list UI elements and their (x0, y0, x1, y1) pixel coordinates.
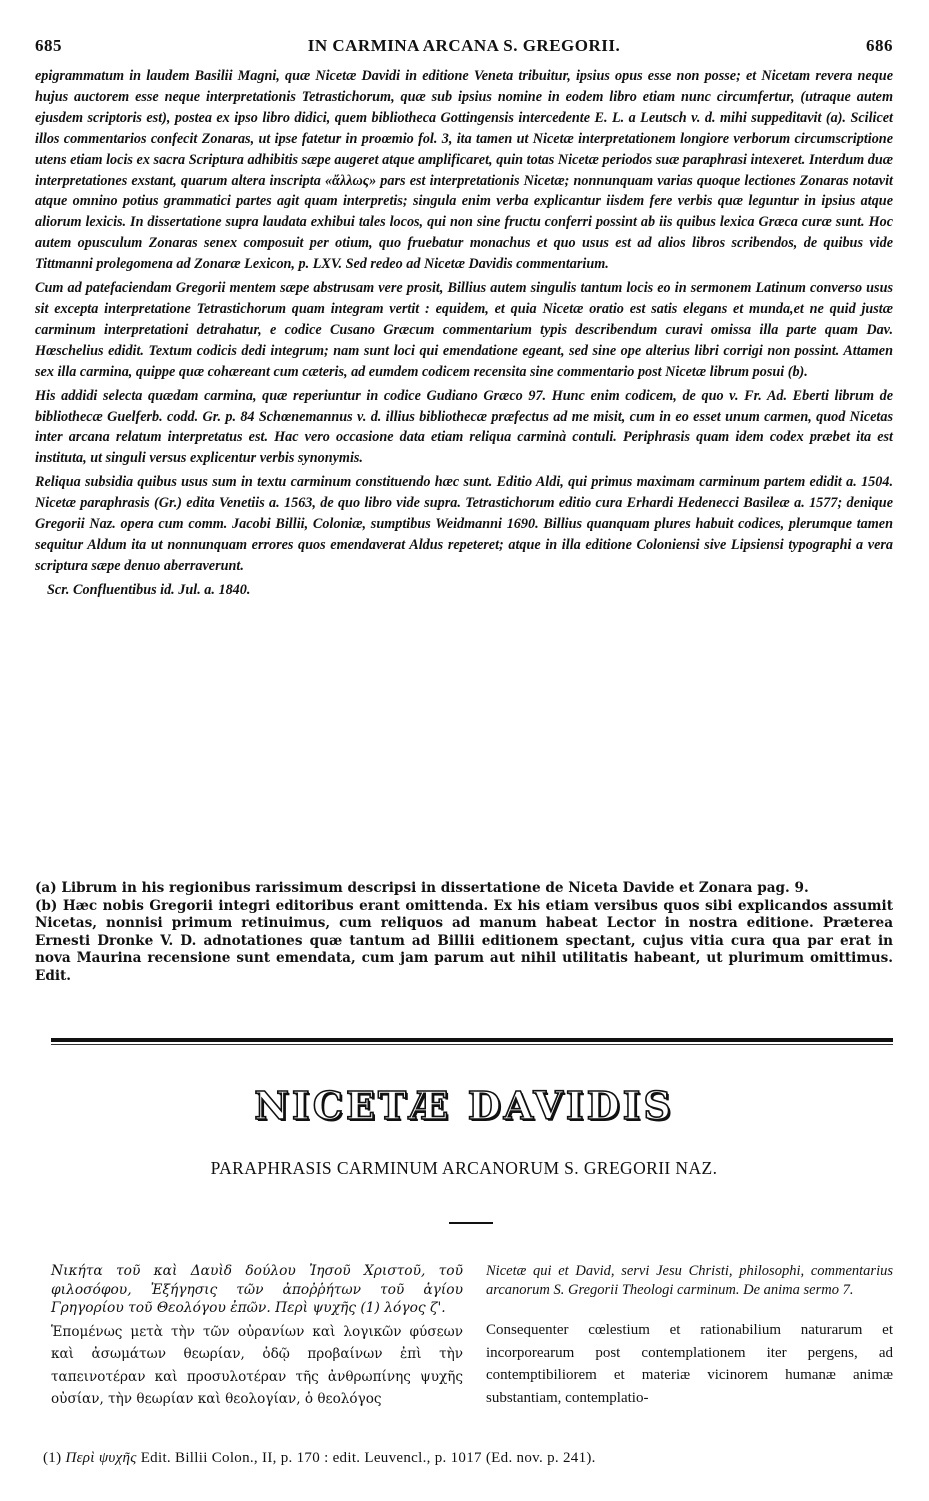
page-number-left: 685 (35, 36, 62, 55)
footnote-text: Edit. Billii Colon., II, p. 170 : edit. Leuvencl., p. 1017 (Ed. nov. p. 241). (140, 1450, 596, 1466)
section-divider-thin (51, 1044, 893, 1045)
preface-paragraph-2: Cum ad patefaciendam Gregorii mentem sæpe abstrusam vere prosit, Billius autem singulis tantum locis eo in sermonem Latinum converso usus sit excepta interpretatione Tetrastichorum quam integram vertit : equidem, et quia Nicetæ oratio est satis elegans et munda,et ne quid justæ carminum interpretationi detrahatur, e codice Cusano Græcum commentarium typis describendum curavi omissa illa parte quam Dav. Hœschelius edidit. Textum codicis dedi integrum; nam sunt loci qui emendatione egeant, sed sine ope alterius libri corrigi non possint. Attamen sex illa carmina, quippe quæ cohæreant cum cæteris, ad eumdem codicem recensita sine commentario post Nicetæ librum posui (b). (35, 280, 893, 380)
footnote-greek: Περὶ ψυχῆς (65, 1450, 137, 1466)
page-number-right: 686 (866, 36, 893, 55)
greek-body: Ἑπομένως μετὰ τὴν τῶν οὐρανίων καὶ λογικῶν φύσεων καὶ ἀσωμάτων θεωρίαν, ὁδῷ προβαίνων ἐπὶ τὴν ταπεινοτέραν καὶ προσυλοτέραν τῆς ἀνθρωπίνης ψυχῆς οὐσίαν, τὴν θεωρίαν καὶ θεολογίαν, ὁ θεολόγος (51, 1323, 463, 1407)
title-rule (449, 1222, 493, 1224)
preface-text (35, 66, 893, 604)
running-head (35, 36, 893, 58)
preface-paragraph-3: His addidi selecta quædam carmina, quæ reperiuntur in codice Gudiano Græco 97. Hunc enim codicem, de quo v. Fr. Ad. Eberti librum de bibliothecæ Guelferb. codd. Gr. p. 84 Schœnemannus v. d. illius bibliothecæ præfectus ad me misit, cum in eo esset unum carmen, quod Nicetas inter arcana relatum interpretatus est. Hac vero occasione data etiam reliqua carminà contuli. Periphrasis quam idem codex præbet ita est instituta, ut singuli versus explicentur verbis synonymis. (35, 387, 893, 467)
latin-heading: Nicetæ qui et David, servi Jesu Christi, philosophi, commentarius arcanorum S. Gregorii Theologi carminum. De anima sermo 7. (486, 1263, 893, 1298)
footnote-marker: (1) (43, 1450, 62, 1466)
section-title: NICETÆ DAVIDIS (254, 1083, 674, 1128)
latin-column (486, 1262, 893, 1409)
greek-column (51, 1262, 463, 1411)
book-page (35, 0, 893, 1501)
preface-footnotes (35, 880, 893, 985)
running-title: IN CARMINA ARCANA S. GREGORII. (307, 36, 621, 55)
section-subtitle: PARAPHRASIS CARMINUM ARCANORUM S. GREGORII NAZ. (210, 1158, 718, 1178)
footnote-a: (a) Librum in his regionibus rarissimum descripsi in dissertatione de Niceta Davide et Zonara pag. 9. (35, 880, 809, 896)
footnote-b: (b) Hæc nobis Gregorii integri editoribus erant omittenda. Ex his etiam versibus quos sibi explicandos assumit Nicetas, nonnisi primum retinuimus, cum reliquos ad manum habeat Lector in nostra editione. Præterea Ernesti Dronke V. D. adnotationes quæ tantum ad Billii editionem spectant, cujus vitia cura qua par erat in nova Maurina recensione sunt emendata, cum jam parum aut nihil utilitatis habeant, ut plurimum omittimus. Edit. (35, 897, 893, 984)
section-divider-thick (51, 1038, 893, 1042)
latin-body: Consequenter cœlestium et rationabilium naturarum et incorporearum post contemplationem iter pergens, ad contemptibiliorem et materiæ vicinorem humanæ animæ substantiam, contemplatio- (486, 1322, 893, 1406)
greek-heading: Νικήτα τοῦ καὶ Δαυὶδ δούλου Ἰησοῦ Χριστοῦ, τοῦ φιλοσόφου, Ἐξήγησις τῶν ἀποῤῥήτων τοῦ ἁγίου Γρηγορίου τοῦ Θεολόγου ἐπῶν. Περὶ ψυχῆς (1) λόγος ζ'. (51, 1263, 463, 1316)
preface-paragraph-4: Reliqua subsidia quibus usus sum in textu carminum constituendo hæc sunt. Editio Aldi, qui primus maximam carminum partem edidit a. 1504. Nicetæ paraphrasis (Gr.) edita Venetiis a. 1563, de quo libro vide supra. Tetrastichorum editio cura Erhardi Hedenecci Basileæ a. 1577; denique Gregorii Naz. opera cum comm. Jacobi Billii, Coloniæ, sumptibus Weidmanni 1690. Billius quanquam plures habuit codices, plerumque tamen sequitur Aldum ita ut nonnunquam errores quos emendaverat Aldus repeteret; atque in illa editione Coloniensi sive Lipsiensi typographi a vera scriptura sæpe denuo aberraverunt. (35, 474, 893, 574)
preface-paragraph-1: epigrammatum in laudem Basilii Magni, quæ Nicetæ Davidi in editione Veneta tribuitur, ipsius opus esse non posse; et Nicetam revera neque hujus auctorem esse neque interpretationis Tetrastichorum, quæ sub ipsius nomine in eodem libro etiam nunc circumfertur, (utraque autem ejusdem scriptoris est), postea ex ipso libro didici, quem bibliotheca Gottingensis intercedente E. L. a Leutsch v. d. mihi suppeditavit (a). Scilicet illos commentarios confecit Zonaras, ut ipse fatetur in proœmio fol. 3, ita tamen ut Nicetæ interpretationem longiore verborum circumscriptione utens etiam locis ex sacra Scriptura adhibitis sæpe augeret atque amplificaret, quin totas Nicetæ periodos suæ paraphrasi intexeret. Interdum duæ interpretationes exstant, quarum altera inscripta «ἄλλως» pars est interpretationis Nicetæ; nonnunquam varias quoque lectiones Zonaras notavit atque omnino potius grammatici partes agit quam interpretis; singula enim verba explicantur iisdem fere verbis quæ leguntur in ipsius atque aliorum lexicis. In dissertatione supra laudata exhibui tales locos, qui non sine fructu conferri possint ab iis quibus lexica Græca curæ sunt. Hoc autem opusculum Zonaras senex composuit per otium, quo fruebatur monachus et quo usus est ad alios libros scribendos, de quibus vide Tittmanni prolegomena ad Zonaræ Lexicon, p. LXV. Sed redeo ad Nicetæ Davidis commentarium. (35, 68, 893, 273)
bottom-footnote (43, 1450, 893, 1467)
preface-signature: Scr. Confluentibus id. Jul. a. 1840. (47, 581, 251, 598)
